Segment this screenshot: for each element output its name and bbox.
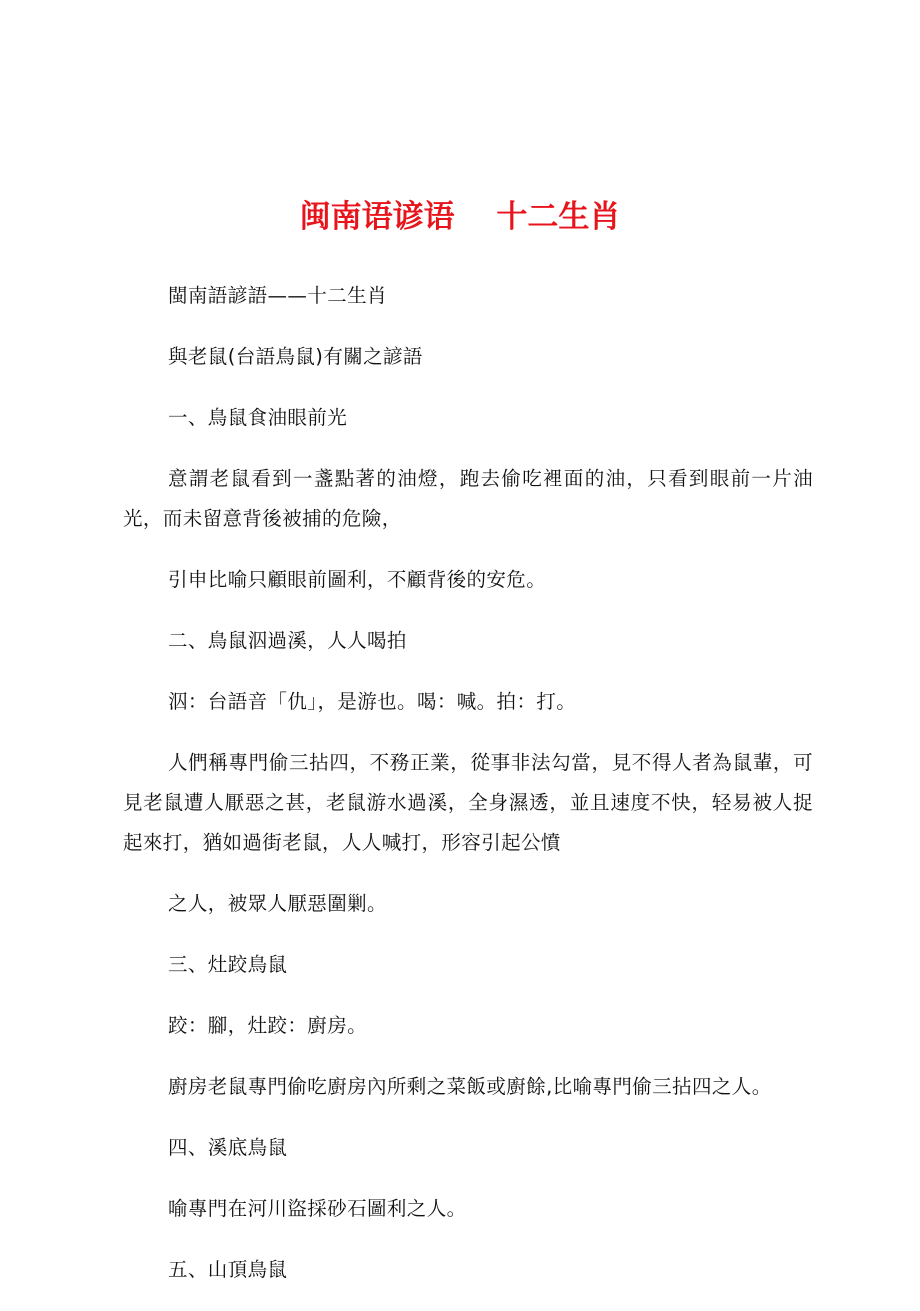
paragraph-item-3-notes: 跤：腳，灶跤：廚房。 (168, 1014, 368, 1037)
paragraph-item-2-notes: 泅：台語音「仇」，是游也。喝：喊。拍：打。 (168, 690, 577, 713)
paragraph-item-3-explanation: 廚房老鼠專門偷吃廚房內所剩之菜飯或廚餘,比喻專門偷三拈四之人。 (168, 1075, 772, 1098)
paragraph-item-1-title: 一、鳥鼠食油眼前光 (168, 406, 348, 429)
page-title: 闽南语谚语 十二生肖 (299, 199, 621, 235)
paragraph-section-intro: 與老鼠(台語鳥鼠)有關之諺語 (168, 345, 423, 368)
paragraph-item-1-meaning: 引申比喻只顧眼前圖利，不顧背後的安危。 (168, 568, 547, 591)
paragraph-heading: 閩南語諺語——十二生肖 (168, 284, 387, 307)
document-body (123, 276, 813, 1311)
paragraph-item-5-title: 五、山頂鳥鼠 (168, 1258, 288, 1281)
paragraph-item-2-title: 二、鳥鼠泅過溪，人人喝拍 (168, 629, 407, 652)
paragraph-item-3-title: 三、灶跤鳥鼠 (168, 953, 288, 976)
paragraph-item-4-title: 四、溪底鳥鼠 (168, 1136, 288, 1159)
paragraph-item-2-meaning: 之人，被眾人厭惡圍剿。 (168, 892, 387, 915)
paragraph-item-4-explanation: 喻專門在河川盜採砂石圖利之人。 (168, 1197, 467, 1220)
paragraph-item-1-explanation: 意謂老鼠看到一盞點著的油燈，跑去偷吃裡面的油，只看到眼前一片油光，而未留意背後被捕的危險， (123, 467, 813, 530)
paragraph-item-2-explanation: 人們稱專門偷三拈四，不務正業，從事非法勾當，見不得人者為鼠輩，可見老鼠遭人厭惡之甚，老鼠游水過溪，全身濕透，並且速度不快，轻易被人捉起來打，猶如過街老鼠，人人喊打，形容引起公憤 (123, 751, 813, 854)
